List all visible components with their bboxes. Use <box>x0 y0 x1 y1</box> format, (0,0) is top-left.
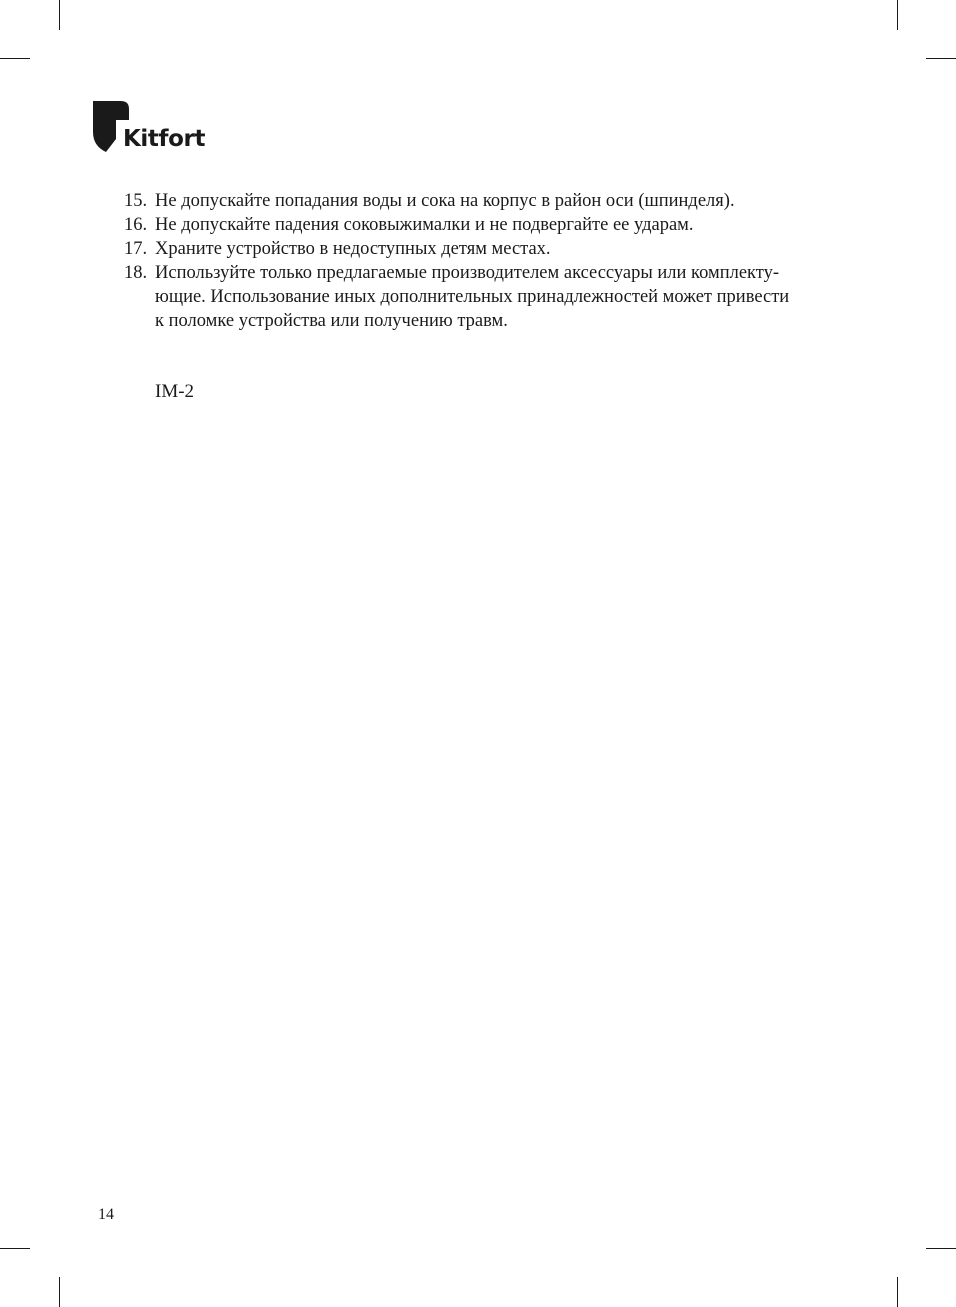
crop-mark-bottom-right-h <box>926 1248 956 1249</box>
crop-mark-top-left <box>59 0 60 30</box>
item-text <box>155 261 854 333</box>
list-item <box>124 261 854 333</box>
item-text <box>155 213 854 237</box>
item-number: 16. <box>124 215 148 235</box>
list-item <box>124 237 854 261</box>
brand-logo <box>92 100 206 156</box>
crop-mark-top-right <box>897 0 898 30</box>
item-line: Не допускайте попадания воды и сока на корпус в район оси (шпинделя). <box>155 191 735 211</box>
item-line: Не допускайте падения соковыжималки и не подвергайте ее ударам. <box>155 215 694 235</box>
crop-mark-bottom-right <box>897 1277 898 1307</box>
item-number: 15. <box>124 191 148 211</box>
item-line: ющие. Использование иных дополнительных принадлежностей может привести <box>155 287 790 307</box>
brand-name: Kitfort <box>123 126 206 152</box>
list-item <box>124 213 854 237</box>
safety-instructions-list <box>124 189 854 333</box>
item-number: 17. <box>124 239 148 259</box>
crop-mark-bottom-left <box>59 1277 60 1307</box>
crop-mark-top-left-h <box>0 58 30 59</box>
page-number: 14 <box>98 1206 114 1223</box>
model-code: IM-2 <box>155 381 195 402</box>
list-item <box>124 189 854 213</box>
item-line: Используйте только предлагаемые производителем аксессуары или комплекту- <box>155 263 780 283</box>
crop-mark-bottom-left-h <box>0 1248 30 1249</box>
crop-mark-top-right-h <box>926 58 956 59</box>
item-line: Храните устройство в недоступных детям местах. <box>155 239 551 259</box>
item-line: к поломке устройства или получению травм. <box>155 311 508 331</box>
item-text <box>155 237 854 261</box>
item-number: 18. <box>124 263 148 283</box>
item-text <box>155 189 854 213</box>
